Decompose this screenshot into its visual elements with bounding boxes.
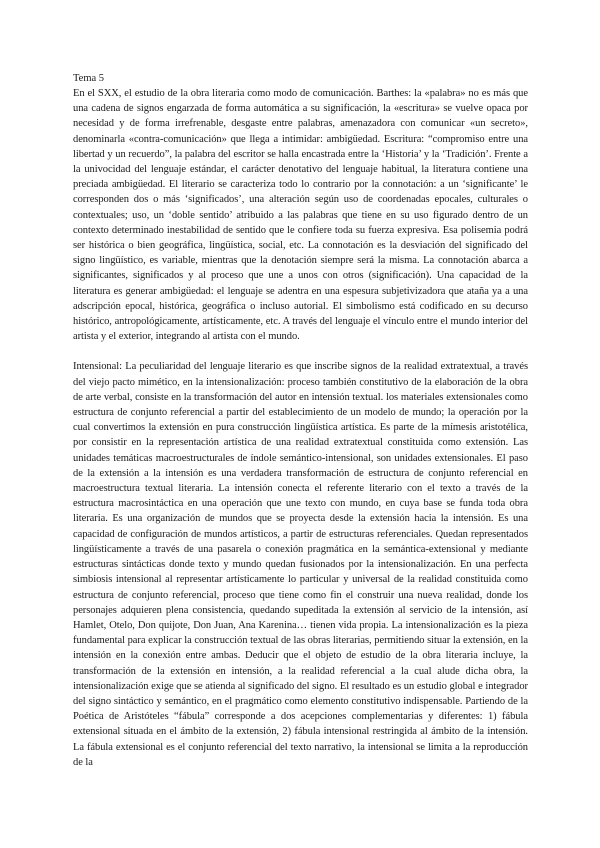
paragraph-intensional: Intensional: La peculiaridad del lenguaje literario es que inscribe signos de la realidad extratextual, a través del viejo pacto mimético, en la intensionalización: proceso también constitutivo de la elaboración de la obra de arte verbal, consiste en la transformación del autor en intensión textual. los materiales extensionales como estructura de conjunto referencial a partir del establecimiento de un modelo de mundo; la operación por la cual convertimos la extensión en pura construcción lingüística artística. Es parte de la mímesis aristotélica, por consistir en la representación artística de una realidad extratextual constituida como extensión. Las unidades temáticas macroestructurales de índole semántico-intensional, son unidades extensionales. El paso de la extensión a la intensión es una verdadera transformación de estructura de conjunto referencial en macroestructura textual literaria. La intensión conecta el referente literario con el texto a través de la estructura macrosintáctica en una operación que une texto con mundo, en cuya base se funda toda obra literaria. Es una organización de mundos que se proyecta desde la extensión hacia la intensión. Es una capacidad de configuración de mundos artísticos, a partir de estructuras referenciales. Quedan representados lingüísticamente a través de una pasarela o conexión pragmática en la semántica-extensional y mediante estructuras sintácticas donde texto y mundo quedan fusionados por la intensionalización. En una perfecta simbiosis intensional al representar artísticamente lo particular y universal de la realidad constituida como estructura de conjunto referencial, proceso que tiene como fin el construir una nueva realidad, donde los personajes adquieren plena consistencia, quedando supeditada la extensión al servicio de la intensión, así Hamlet, Otelo, Don quijote, Don Juan, Ana Karenina… tienen vida propia. La intensionalización es la pieza fundamental para explicar la construcción textual de las obras literarias, permitiendo situar la extensión, en la intensión en la conexión entre ambas. Deducir que el objeto de estudio de la obra literaria incluye, la transformación de la extensión en intensión, a la realidad referencial a la cual alude dicha obra, la intensionalización exige que se atienda al significado del signo. El resultado es un estudio global e integrador del signo sintáctico y semántico, en el pragmático como elemento constitutivo indispensable. Partiendo de la Poética de Aristóteles “fábula” corresponde a dos acepciones complementarias y diferentes: 1) fábula extensional situada en el ámbito de la extensión, 2) fábula intensional restringida al ámbito de la intensión. La fábula extensional es el conjunto referencial del texto narrativo, la intensional se limita a la reproducción de la (73, 361, 528, 768)
document-title: Tema 5 (73, 73, 105, 84)
paragraph-spacer (73, 344, 528, 359)
paragraph-connotation: En el SXX, el estudio de la obra literaria como modo de comunicación. Barthes: la «palabra» no es más que una cadena de signos engarzada de forma automática a su significación, la «escritura» se vuelve opaca por necesidad y de forma irrefrenable, desgaste entre palabras, amenazadora con comunicar «un secreto», denominarla «contra-comunicación» que llega a intimidar: ambigüedad. Escritura: “compromiso entre una libertad y un recuerdo”, la palabra del escritor se halla encastrada entre la ‘Historia’ y la ‘Tradición’. Frente a la univocidad del lenguaje estándar, el carácter denotativo del lenguaje habitual, la literatura contiene una preciada ambigüedad. El literario se caracteriza todo lo contrario por la connotación: a un ‘significante’ le corresponden dos o más ‘significados’, una alteración según uso de coordenadas epocales, culturales o contextuales; uso, un ‘doble sentido’ atribuido a las palabras que tiene en su uso figurado dentro de un contexto determinado inestabilidad de sentido que le confiere toda su fuerza expresiva. Esa polisemia podrá ser histórica o bien geográfica, lingüística, social, etc. La connotación es la desviación del significado del signo lingüístico, es variable, mientras que la denotación siempre será la misma. La connotación abarca a significantes, significados y al proceso que une a unos con otros (significación). Una capacidad de la literatura es generar ambigüedad: el lenguaje se adentra en una espesura subjetivizadora que ataña ya a una adscripción epocal, histórica, geográfica o incluso autorial. El simbolismo está codificado en su decurso histórico, antropológicamente, artísticamente, etc. A través del lenguaje el vínculo entre el mundo interior del artista y el exterior, integrando al artista con el mundo. (73, 88, 528, 343)
